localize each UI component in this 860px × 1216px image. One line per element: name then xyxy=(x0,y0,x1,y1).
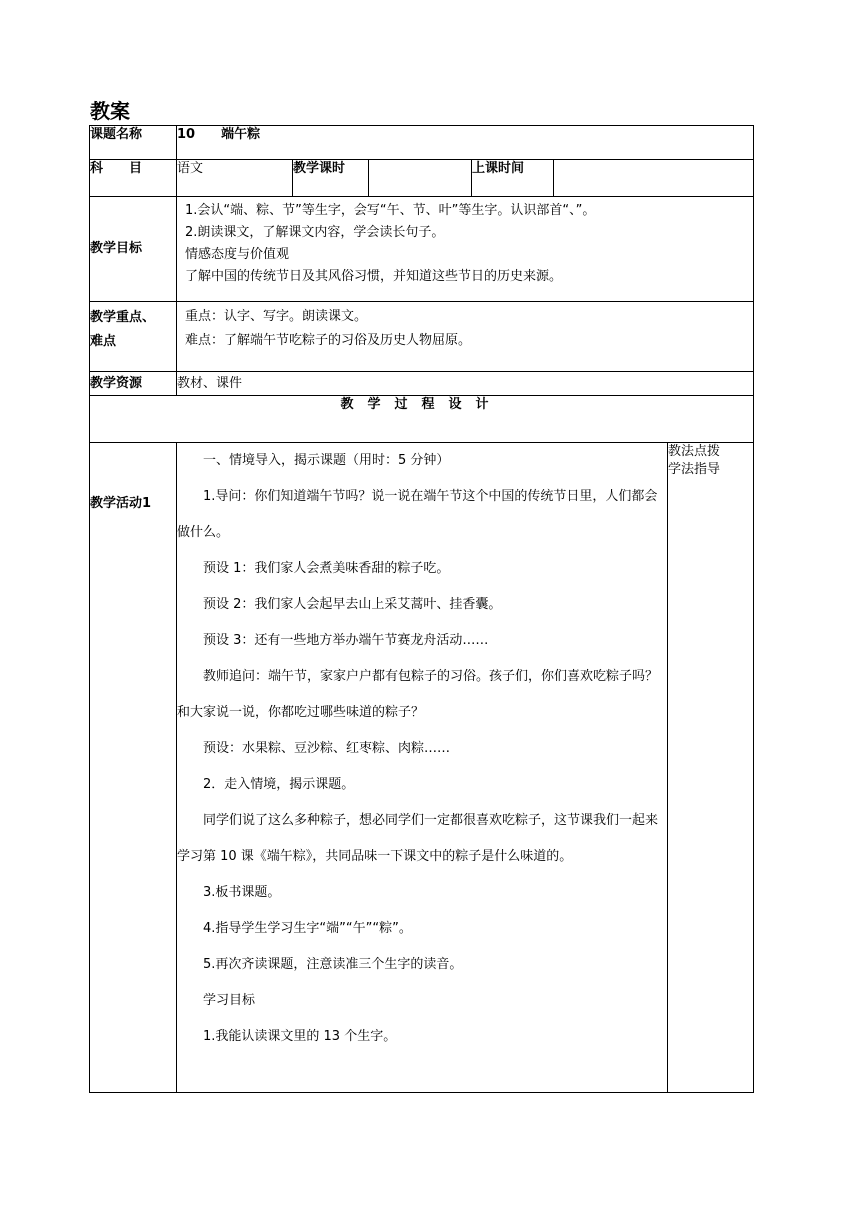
keypoints-label xyxy=(90,302,177,372)
process-paragraph: 1.导问：你们知道端午节吗？说一说在端午节这个中国的传统节日里，人们都会做什么。 xyxy=(177,489,658,540)
topic-value: 10 端午粽 xyxy=(177,126,754,160)
hours-value xyxy=(369,160,472,197)
goal-line: 情感态度与价值观 xyxy=(185,247,290,262)
process-paragraph: 教师追问：端午节，家家户户都有包粽子的习俗。孩子们，你们喜欢吃粽子吗？和大家说一说，你都吃过哪些味道的粽子？ xyxy=(177,669,659,720)
design-title: 教学过程设计 xyxy=(90,396,754,443)
resources-label: 教学资源 xyxy=(90,372,177,396)
design-title-row xyxy=(90,396,754,443)
process-paragraph: 4.指导学生学习生字“端”“午”“粽”。 xyxy=(203,921,412,936)
goals-content xyxy=(177,197,754,302)
process-paragraph: 3.板书课题。 xyxy=(203,885,281,900)
subject-value: 语文 xyxy=(177,160,293,197)
topic-label: 课题名称 xyxy=(90,126,177,160)
keypoint-line: 难点：了解端午节吃粽子的习俗及历史人物屈原。 xyxy=(185,333,472,348)
keypoint-line: 重点：认字、写字。朗读课文。 xyxy=(185,309,368,324)
lesson-plan-table xyxy=(89,125,754,1093)
activity-process xyxy=(177,443,668,1093)
process-paragraph: 学习目标 xyxy=(203,993,256,1008)
topic-row xyxy=(90,126,754,160)
keypoints-label-line2: 难点 xyxy=(90,334,117,349)
keypoints-content xyxy=(177,302,754,372)
goal-line: 了解中国的传统节日及其风俗习惯，并知道这些节日的历史来源。 xyxy=(185,269,563,284)
process-paragraph: 预设 1：我们家人会煮美味香甜的粽子吃。 xyxy=(203,561,450,576)
process-paragraph: 预设 2：我们家人会起早去山上采艾蒿叶、挂香囊。 xyxy=(203,597,502,612)
resources-row xyxy=(90,372,754,396)
resources-value: 教材、课件 xyxy=(177,372,754,396)
time-value xyxy=(554,160,754,197)
activity-label: 教学活动1 xyxy=(90,443,177,1093)
subject-row xyxy=(90,160,754,197)
keypoints-label-line1: 教学重点、 xyxy=(90,310,156,325)
document-title: 教案 xyxy=(90,99,130,123)
goals-row xyxy=(90,197,754,302)
time-label: 上课时间 xyxy=(472,160,554,197)
keypoints-row xyxy=(90,302,754,372)
process-paragraph: 1.我能认读课文里的 13 个生字。 xyxy=(203,1029,397,1044)
hours-label: 教学课时 xyxy=(293,160,369,197)
method-guidance-line1: 教法点拨 xyxy=(668,444,721,459)
goal-line: 1.会认“端、粽、节”等生字，会写“午、节、叶”等生字。认识部首“、”。 xyxy=(185,203,596,218)
goals-label: 教学目标 xyxy=(90,197,177,302)
method-guidance xyxy=(668,443,754,1093)
goal-line: 2.朗读课文，了解课文内容，学会读长句子。 xyxy=(185,225,445,240)
process-paragraph: 一、情境导入，揭示课题（用时：5 分钟） xyxy=(203,453,450,468)
subject-label: 科 目 xyxy=(90,160,177,197)
process-paragraph: 预设 3：还有一些地方举办端午节赛龙舟活动…… xyxy=(203,633,489,648)
activity-row xyxy=(90,443,754,1093)
process-paragraph: 5.再次齐读课题，注意读准三个生字的读音。 xyxy=(203,957,463,972)
method-guidance-line2: 学法指导 xyxy=(668,462,721,477)
process-paragraph: 预设：水果粽、豆沙粽、红枣粽、肉粽…… xyxy=(203,741,451,756)
process-paragraph: 同学们说了这么多种粽子，想必同学们一定都很喜欢吃粽子，这节课我们一起来学习第 10 课《端午粽》，共同品味一下课文中的粽子是什么味道的。 xyxy=(177,813,659,864)
process-paragraph: 2．走入情境，揭示课题。 xyxy=(203,777,355,792)
